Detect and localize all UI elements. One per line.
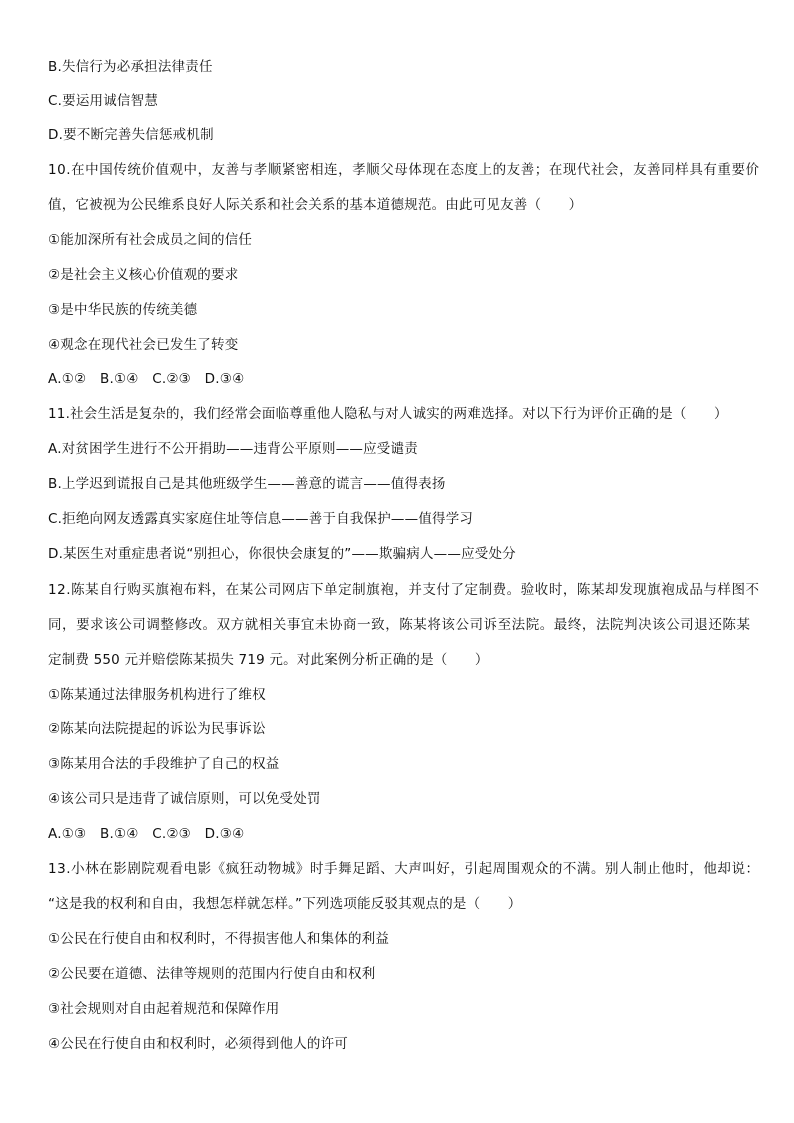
question-11-option-c: C.拒绝向网友透露真实家庭住址等信息——善于自我保护——值得学习 xyxy=(48,511,474,527)
question-13-statement-4: ④公民在行使自由和权利时，必须得到他人的许可 xyxy=(48,1036,349,1052)
question-10-choices: A.①② B.①④ C.②③ D.③④ xyxy=(48,371,245,387)
question-12-stem-line-3: 定制费 550 元并赔偿陈某损失 719 元。对此案例分析正确的是（ ） xyxy=(48,652,489,668)
question-11-option-b: B.上学迟到谎报自己是其他班级学生——善意的谎言——值得表扬 xyxy=(48,476,446,492)
question-11-option-d: D.某医生对重症患者说“别担心，你很快会康复的”——欺骗病人——应受处分 xyxy=(48,546,516,562)
question-11-stem: 11.社会生活是复杂的，我们经常会面临尊重他人隐私与对人诚实的两难选择。对以下行为评价正确的是（ ） xyxy=(48,406,728,422)
question-12-choices: A.①③ B.①④ C.②③ D.③④ xyxy=(48,826,245,842)
question-10-statement-2: ②是社会主义核心价值观的要求 xyxy=(48,267,239,283)
question-12-statement-3: ③陈某用合法的手段维护了自己的权益 xyxy=(48,756,280,772)
question-13-statement-2: ②公民要在道德、法律等规则的范围内行使自由和权利 xyxy=(48,966,376,982)
question-13-statement-3: ③社会规则对自由起着规范和保障作用 xyxy=(48,1001,280,1017)
question-12-stem-line-2: 同，要求该公司调整修改。双方就相关事宜未协商一致，陈某将该公司诉至法院。最终，法院判决该公司退还陈某 xyxy=(48,617,751,633)
question-10-statement-4: ④观念在现代社会已发生了转变 xyxy=(48,337,239,353)
question-13-statement-1: ①公民在行使自由和权利时，不得损害他人和集体的利益 xyxy=(48,931,390,947)
question-10-stem-line-1: 10.在中国传统价值观中，友善与孝顺紧密相连，孝顺父母体现在态度上的友善；在现代社会，友善同样具有重要价 xyxy=(48,162,760,178)
option-9b: B.失信行为必承担法律责任 xyxy=(48,59,213,75)
question-12-statement-1: ①陈某通过法律服务机构进行了维权 xyxy=(48,687,266,703)
question-13-stem-line-1: 13.小林在影剧院观看电影《疯狂动物城》时手舞足蹈、大声叫好，引起周围观众的不满。别人制止他时，他却说： xyxy=(48,861,760,877)
question-10-statement-1: ①能加深所有社会成员之间的信任 xyxy=(48,232,253,248)
question-11-option-a: A.对贫困学生进行不公开捐助——违背公平原则——应受谴责 xyxy=(48,441,418,457)
question-12-statement-4: ④该公司只是违背了诚信原则，可以免受处罚 xyxy=(48,791,321,807)
question-10-stem-line-2: 值，它被视为公民维系良好人际关系和社会关系的基本道德规范。由此可见友善（ ） xyxy=(48,197,583,213)
question-12-statement-2: ②陈某向法院提起的诉讼为民事诉讼 xyxy=(48,721,266,737)
question-13-stem-line-2: “这是我的权利和自由，我想怎样就怎样。”下列选项能反驳其观点的是（ ） xyxy=(48,896,522,912)
question-10-statement-3: ③是中华民族的传统美德 xyxy=(48,302,198,318)
option-9c: C.要运用诚信智慧 xyxy=(48,93,159,109)
option-9d: D.要不断完善失信惩戒机制 xyxy=(48,127,214,143)
question-12-stem-line-1: 12.陈某自行购买旗袍布料，在某公司网店下单定制旗袍，并支付了定制费。验收时，陈某却发现旗袍成品与样图不 xyxy=(48,582,760,598)
